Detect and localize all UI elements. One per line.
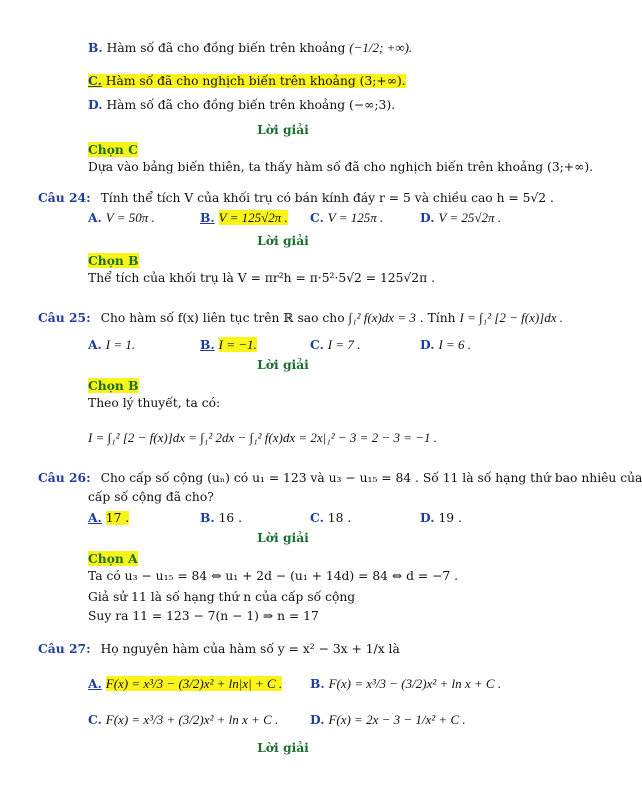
question-text: Cho cấp số cộng (uₙ) có u₁ = 123 và u₃ − u₁₅ = 84 . Số 11 là số hạng thứ bao nhiêu của xyxy=(100,471,642,485)
option-label: B. xyxy=(88,40,103,55)
answer-label: Chọn A xyxy=(88,551,138,566)
q27-option-d: D. F(x) = 2x − 3 − 1/x² + C . xyxy=(310,712,466,727)
question-label: Câu 27: xyxy=(38,641,91,656)
q26-option-c: C. 18 . xyxy=(310,510,352,525)
q25-option-a: A. I = 1. xyxy=(88,337,136,352)
q27-option-c: C. F(x) = x³/3 + (3/2)x² + ln x + C . xyxy=(88,712,279,727)
explanation-line-2: Giả sử 11 là số hạng thứ n của cấp số cộng xyxy=(88,590,356,604)
explanation: Thể tích của khối trụ là V = πr²h = π·5²·5√2 = 125√2π . xyxy=(88,271,436,285)
answer-label: Chọn B xyxy=(88,378,139,393)
question-27 xyxy=(38,641,400,656)
explanation: Dựa vào bảng biến thiên, ta thấy hàm số đã cho nghịch biến trên khoảng (3;+∞). xyxy=(88,160,594,174)
q24-option-d: D. V = 25√2π . xyxy=(420,210,502,225)
theory-line: Theo lý thuyết, ta có: xyxy=(88,396,221,410)
q24-option-a: A. V = 50π . xyxy=(88,210,155,225)
q26-option-d: D. 19 . xyxy=(420,510,462,525)
question-text: Cho hàm số f(x) liên tục trên ℝ sao cho xyxy=(100,311,345,325)
q25-option-d: D. I = 6 . xyxy=(420,337,472,352)
option-label: D. xyxy=(88,97,103,112)
question-label: Câu 25: xyxy=(38,310,91,325)
q26-option-a: A. 17 . xyxy=(88,510,130,525)
solution-heading: Lời giải xyxy=(257,740,309,755)
question-text-2: . Tính xyxy=(419,311,456,325)
question-24 xyxy=(38,190,554,205)
solution-heading: Lời giải xyxy=(257,233,309,248)
question-text: Họ nguyên hàm của hàm số y = x² − 3x + 1/x là xyxy=(100,642,400,656)
explanation-line-3: Suy ra 11 = 123 − 7(n − 1) ⇒ n = 17 xyxy=(88,609,319,623)
question-text-cont: cấp số cộng đã cho? xyxy=(88,490,214,504)
answer-label: Chọn B xyxy=(88,253,139,268)
q25-option-c: C. I = 7 . xyxy=(310,337,361,352)
option-math: (−1/2; +∞). xyxy=(349,40,413,55)
answer-label: Chọn C xyxy=(88,142,138,157)
option-text: Hàm số đã cho đồng biến trên khoảng (−∞;3). xyxy=(106,98,396,112)
q27-option-a: A. F(x) = x³/3 − (3/2)x² + ln|x| + C . xyxy=(88,676,283,691)
question-26 xyxy=(38,470,642,485)
solution-heading: Lời giải xyxy=(257,530,309,545)
q25-option-b: B. I = −1. xyxy=(200,337,257,352)
integral: ∫₁² f(x)dx = 3 xyxy=(348,310,416,325)
explanation-line-1: Ta có u₃ − u₁₅ = 84 ⇔ u₁ + 2d − (u₁ + 14d) = 84 ⇔ d = −7 . xyxy=(88,569,459,583)
option-d-top xyxy=(88,97,395,112)
option-b-top xyxy=(88,40,412,56)
option-c-top xyxy=(88,73,406,88)
option-text: Hàm số đã cho nghịch biến trên khoảng (3;+∞). xyxy=(105,74,406,88)
question-25 xyxy=(38,310,563,326)
solution-heading: Lời giải xyxy=(257,357,309,372)
q24-option-b: B. V = 125√2π . xyxy=(200,210,288,225)
q24-option-c: C. V = 125π . xyxy=(310,210,384,225)
q26-option-b: B. 16 . xyxy=(200,510,243,525)
question-label: Câu 26: xyxy=(38,470,91,485)
explanation: I = ∫₁² [2 − f(x)]dx = ∫₁² 2dx − ∫₁² f(x)dx = 2x|₁² − 3 = 2 − 3 = −1 . xyxy=(88,430,438,445)
q27-option-b: B. F(x) = x³/3 − (3/2)x² + ln x + C . xyxy=(310,676,502,691)
option-text: Hàm số đã cho đồng biến trên khoảng xyxy=(106,41,346,55)
option-label: C. xyxy=(88,73,102,88)
question-label: Câu 24: xyxy=(38,190,91,205)
question-text: Tính thể tích V của khối trụ có bán kính đáy r = 5 và chiều cao h = 5√2 . xyxy=(100,191,554,205)
solution-heading: Lời giải xyxy=(257,122,309,137)
integral-2: I = ∫₁² [2 − f(x)]dx . xyxy=(459,310,564,325)
